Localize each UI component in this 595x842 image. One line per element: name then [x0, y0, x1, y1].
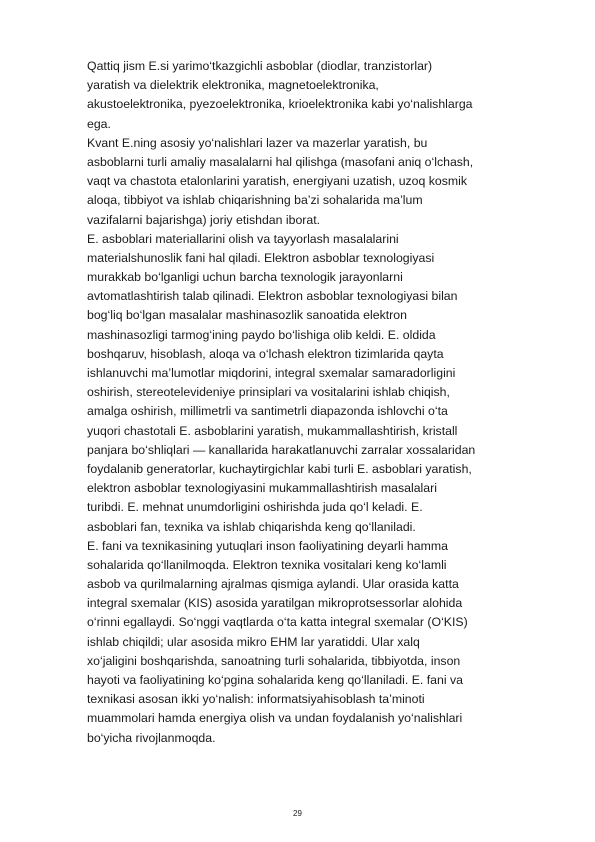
text-line: vaqt va chastota etalonlarini yaratish, energiyani uzatish, uzoq kosmik [87, 174, 468, 189]
body-text [87, 57, 549, 748]
text-line: amalga oshirish, millimetrli va santimetrli diapazonda ishlovchi o‘ta [87, 404, 448, 419]
text-line: Qattiq jism E.si yarimo‘tkazgichli asboblar (diodlar, tranzistorlar) [87, 59, 433, 73]
text-line: E. asboblari materiallarini olish va tayyorlash masalalarini [87, 231, 399, 246]
text-line: Kvant E.ning asosiy yo‘nalishlari lazer va mazerlar yaratish, bu [87, 135, 428, 150]
text-line: aloqa, tibbiyot va ishlab chiqarishning ba’zi sohalarida ma’lum [87, 193, 423, 208]
text-line: akustoelektronika, pyezoelektronika, krioelektronika kabi yo‘nalishlarga [87, 97, 473, 112]
text-line: ishlanuvchi ma’lumotlar miqdorini, integral sxemalar samaradorligini [87, 366, 456, 380]
text-line: oshirish, stereotelevideniye prinsiplari va vositalarini ishlab chiqish, [87, 385, 450, 400]
text-line: asboblarni turli amaliy masalalarni hal qilishga (masofani aniq o‘lchash, [87, 154, 474, 169]
text-line: muammolari hamda energiya olish va undan foydalanish yo‘nalishlari [87, 711, 463, 726]
text-line: murakkab bo‘lganligi uchun barcha texnologik jarayonlarni [87, 270, 403, 285]
text-line: hayoti va faoliyatining ko‘pgina sohalarida keng qo‘llaniladi. E. fani va [87, 673, 463, 687]
text-line: vazifalarni bajarishga) joriy etishdan iborat. [87, 212, 321, 227]
text-line: yuqori chastotali E. asboblarini yaratish, mukammallashtirish, kristall [87, 423, 458, 438]
text-line: yaratish va dielektrik elektronika, magnetoelektronika, [87, 78, 379, 93]
text-line: E. fani va texnikasining yutuqlari inson faoliyatining deyarli hamma [87, 538, 448, 553]
page-number: 29 [293, 809, 302, 818]
text-line: bog‘liq bo‘lgan masalalar mashinasozlik sanoatida elektron [87, 308, 407, 323]
text-line: boshqaruv, hisoblash, aloqa va o‘lchash elektron tizimlarida qayta [87, 346, 444, 361]
text-line: panjara bo‘shliqlari — kanallarida harakatlanuvchi zarralar xossalaridan [87, 442, 476, 457]
text-line: ega. [87, 116, 111, 131]
text-line: mashinasozligi tarmog‘ining paydo bo‘lishiga olib keldi. E. oldida [87, 327, 436, 342]
text-line: foydalanib generatorlar, kuchaytirgichlar kabi turli E. asboblari yaratish, [87, 461, 472, 476]
text-line: texnikasi asosan ikki yo‘nalish: informatsiyahisoblash ta’minoti [87, 692, 425, 707]
text-line: asbob va qurilmalarning ajralmas qismiga aylandi. Ular orasida katta [87, 577, 459, 592]
text-line: turibdi. E. mehnat unumdorligini oshirishda juda qo‘l keladi. E. [87, 500, 423, 515]
text-line: ishlab chiqildi; ular asosida mikro EHM lar yaratiddi. Ular xalq [87, 634, 420, 649]
text-line: o‘rinni egallaydi. So‘nggi vaqtlarda o‘ta katta integral sxemalar (O‘KIS) [87, 615, 468, 630]
text-line: xo‘jaligini boshqarishda, sanoatning turli sohalarida, tibbiyotda, inson [87, 653, 461, 668]
text-line: bo‘yicha rivojlanmoqda. [87, 730, 216, 745]
text-line: integral sxemalar (KIS) asosida yaratilgan mikroprotsessorlar alohida [87, 596, 463, 611]
text-line: materialshunoslik fani hal qiladi. Elektron asboblar texnologiyasi [87, 250, 435, 265]
text-line: avtomatlashtirish talab qilinadi. Elektron asboblar texnologiyasi bilan [87, 289, 458, 304]
text-line: asboblari fan, texnika va ishlab chiqarishda keng qo‘llaniladi. [87, 519, 416, 534]
text-line: sohalarida qo‘llanilmoqda. Elektron texnika vositalari keng ko‘lamli [87, 557, 447, 572]
text-line: elektron asboblar texnologiyasini mukammallashtirish masalalari [87, 481, 437, 496]
